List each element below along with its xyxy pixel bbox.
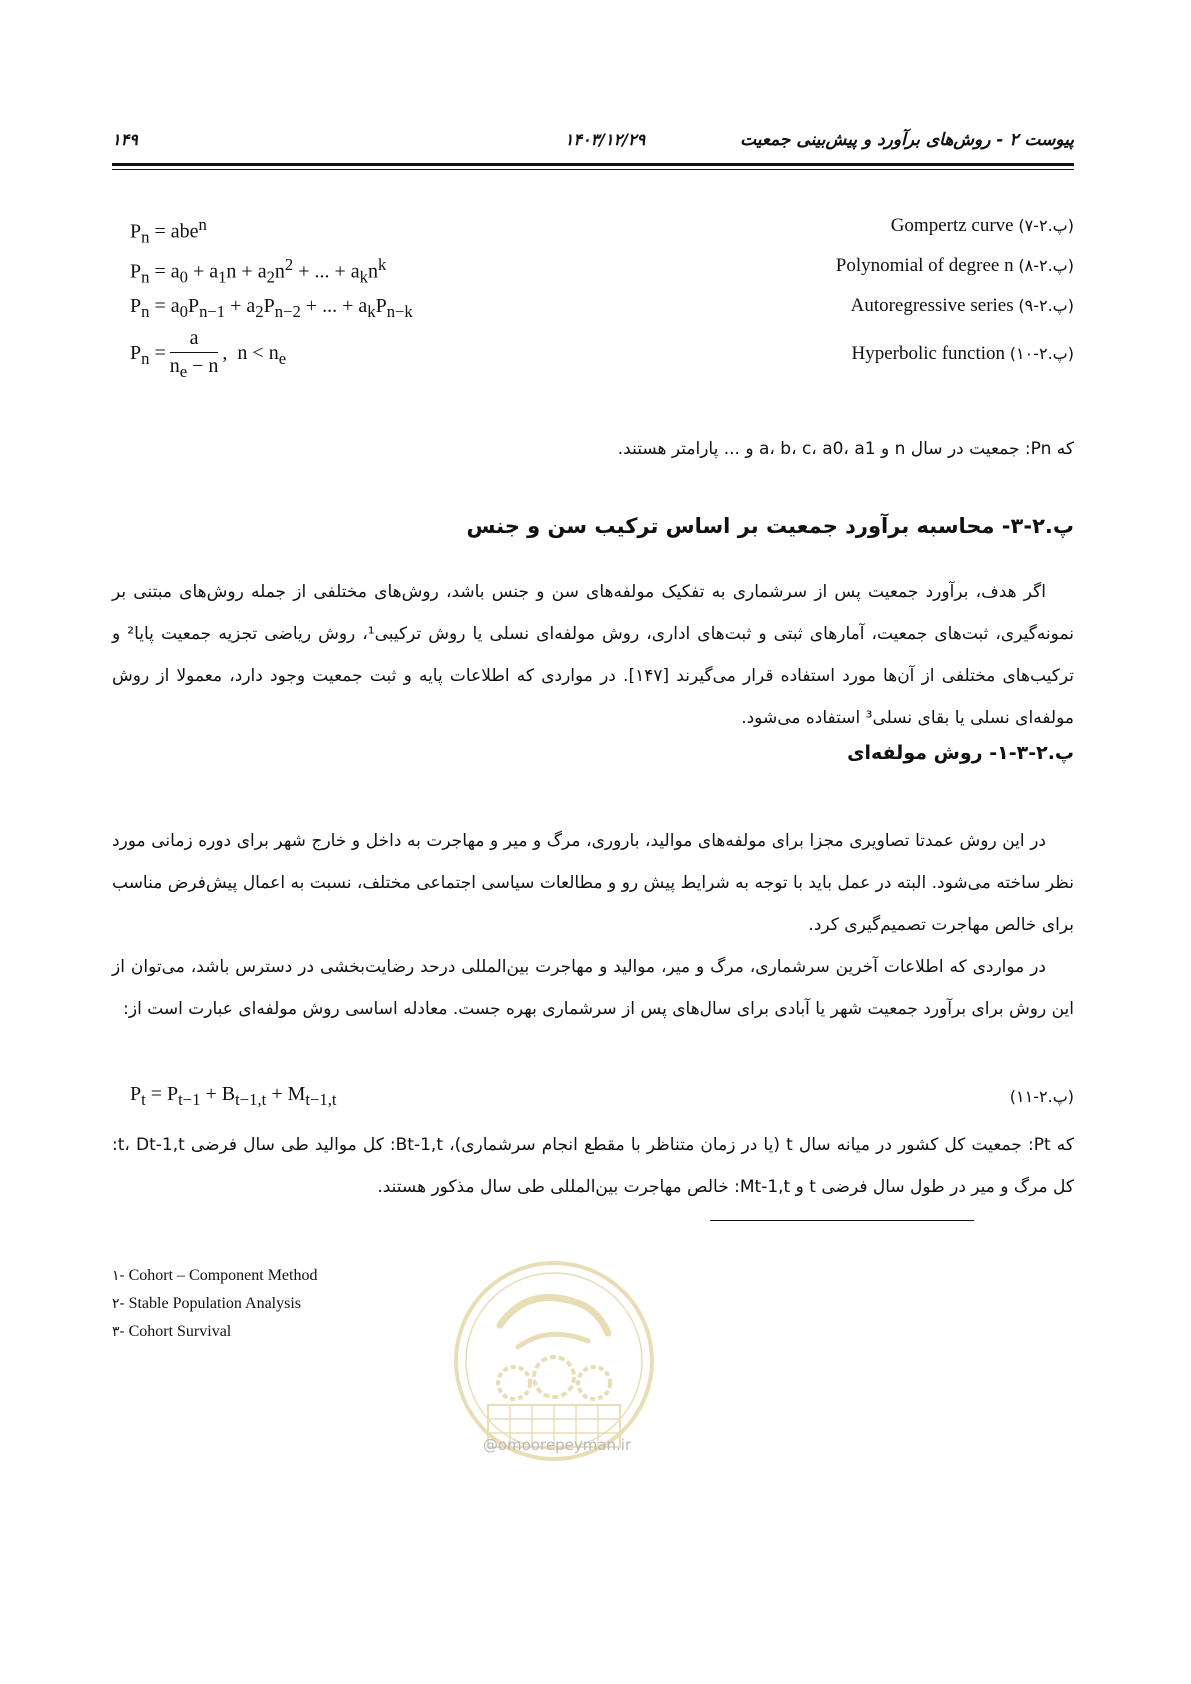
formula-note: که Pn: جمعیت در سال n و a، b، c، a0، a1 و ... پارامتر هستند. (617, 439, 1074, 459)
formula-number: (پ.۲-۹) (1018, 296, 1074, 315)
formula-number: (پ.۲-۷) (1018, 216, 1074, 235)
footnote-text: Cohort Survival (128, 1323, 232, 1340)
footnote-rule (710, 1220, 974, 1221)
formula-label-autoregressive (851, 295, 1074, 317)
header-title: پیوست ۲ - روش‌های برآورد و پیش‌بینی جمعیت (740, 130, 1074, 150)
formula-row-gompertz (112, 215, 1074, 255)
formula-name: Gompertz curve (890, 215, 1014, 236)
subsection-paragraph-1: در این روش عمدتا تصاویری مجزا برای مولفه‌های موالید، باروری، مرگ و میر و مهاجرت به داخل و خارج شهر برای دوره زمانی مورد نظر ساخته می‌شود. البته در عمل باید با توجه به شرایط پیش رو و مطالعات سیاسی اجتماعی مختلف، نسبت به اعمال پیش‌فرض مناسب برای خالص مهاجرت تصمیم‌گیری کرد. (112, 831, 1074, 935)
equation-11-note: که Pt: جمعیت کل کشور در میانه سال t (یا در زمان متناظر با مقطع انجام سرشماری)، Bt-1,t: کل موالید طی سال فرضی t، Dt-1,t: کل مرگ و میر در طول سال فرضی t و Mt-1,t: خالص مهاجرت بین‌المللی طی سال مذکور هستند. (112, 1135, 1074, 1197)
formula-row-hyperbolic (112, 327, 1074, 395)
footnote-text: Stable Population Analysis (128, 1295, 302, 1312)
header-rule-thin (112, 169, 1074, 170)
formula-block (112, 215, 1074, 395)
formula-polynomial: $P_n = a_0 + a_1n + a_2n^2$ + ... + $a_kn^k$ (130, 255, 387, 287)
subsection-paragraph-2: در مواردی که اطلاعات آخرین سرشماری، مرگ و میر، موالید و مهاجرت بین‌المللی درحد رضایت‌بخشی در دسترس باشد، می‌توان از این روش برای برآورد جمعیت شهر یا آبادی برای سال‌های پس از سرشماری بهره جست. معادله اساسی روش مولفه‌ای عبارت است از: (112, 957, 1074, 1019)
formula-number: (پ.۲-۸) (1018, 256, 1074, 275)
section-paragraph: اگر هدف، برآورد جمعیت پس از سرشماری به تفکیک مولفه‌های سن و جنس باشد، روش‌های مختلفی از جمله روش‌های مبتنی بر نمونه‌گیری، ثبت‌های جمعیت، آمارهای ثبتی و ثبت‌های اداری، روش مولفه‌ای نسلی یا روش ترکیبی¹، روش ریاضی تجزیه جمعیت پایا² و ترکیب‌های مختلفی از آن‌ها مورد استفاده قرار می‌گیرند [۱۴۷]. در مواردی که اطلاعات پایه و ثبت جمعیت وجود دارد، معمولا از روش مولفه‌ای نسلی یا بقای نسلی³ استفاده می‌شود. (112, 582, 1075, 728)
footnote-text: Cohort – Component Method (128, 1267, 318, 1284)
formula-label-gompertz (891, 215, 1074, 237)
footnote-number: ۳- (112, 1324, 125, 1340)
equation-11-number: (پ.۲-۱۱) (1009, 1087, 1074, 1106)
running-header (112, 130, 1074, 166)
formula-label-hyperbolic (851, 343, 1074, 365)
formula-autoregressive: $P_n = a_0P_{n-1} + a_2P_{n-2}$ + ... + $a_kP_{n-k}$ (130, 295, 413, 321)
formula-label-polynomial (836, 255, 1074, 277)
formula-hyperbolic: $P_n$ = $\frac{a}{n_e - n}$ , $n < n_e$ (130, 327, 287, 381)
footnote-1 (112, 1262, 317, 1290)
section-heading: پ.۲-۳- محاسبه برآورد جمعیت بر اساس ترکیب سن و جنس (466, 514, 1074, 538)
footnote-number: ۱- (112, 1268, 125, 1284)
watermark-url: @omoorepeyman.ir (482, 1436, 632, 1454)
formula-name: Polynomial of degree n (835, 255, 1014, 276)
formula-gompertz: $P_n = abe^n$ (130, 215, 207, 247)
formula-name: Autoregressive series (850, 295, 1014, 316)
subsection-heading: پ.۲-۳-۱- روش مولفه‌ای (847, 742, 1074, 764)
header-rule-thick (112, 163, 1074, 166)
footnote-number: ۲- (112, 1296, 125, 1312)
equation-11-formula: $P_t = P_{t-1} + B_{t-1,t} + M_{t-1,t}$ (130, 1083, 337, 1109)
equation-11 (112, 1083, 1074, 1119)
page-number: ۱۴۹ (112, 130, 138, 149)
formula-row-polynomial (112, 255, 1074, 295)
header-date: ۱۴۰۳/۱۲/۲۹ (564, 130, 646, 149)
footnotes (112, 1262, 317, 1346)
formula-number: (پ.۲-۱۰) (1009, 344, 1074, 363)
formula-name: Hyperbolic function (851, 343, 1006, 364)
footnote-3 (112, 1318, 317, 1346)
footnote-2 (112, 1290, 317, 1318)
